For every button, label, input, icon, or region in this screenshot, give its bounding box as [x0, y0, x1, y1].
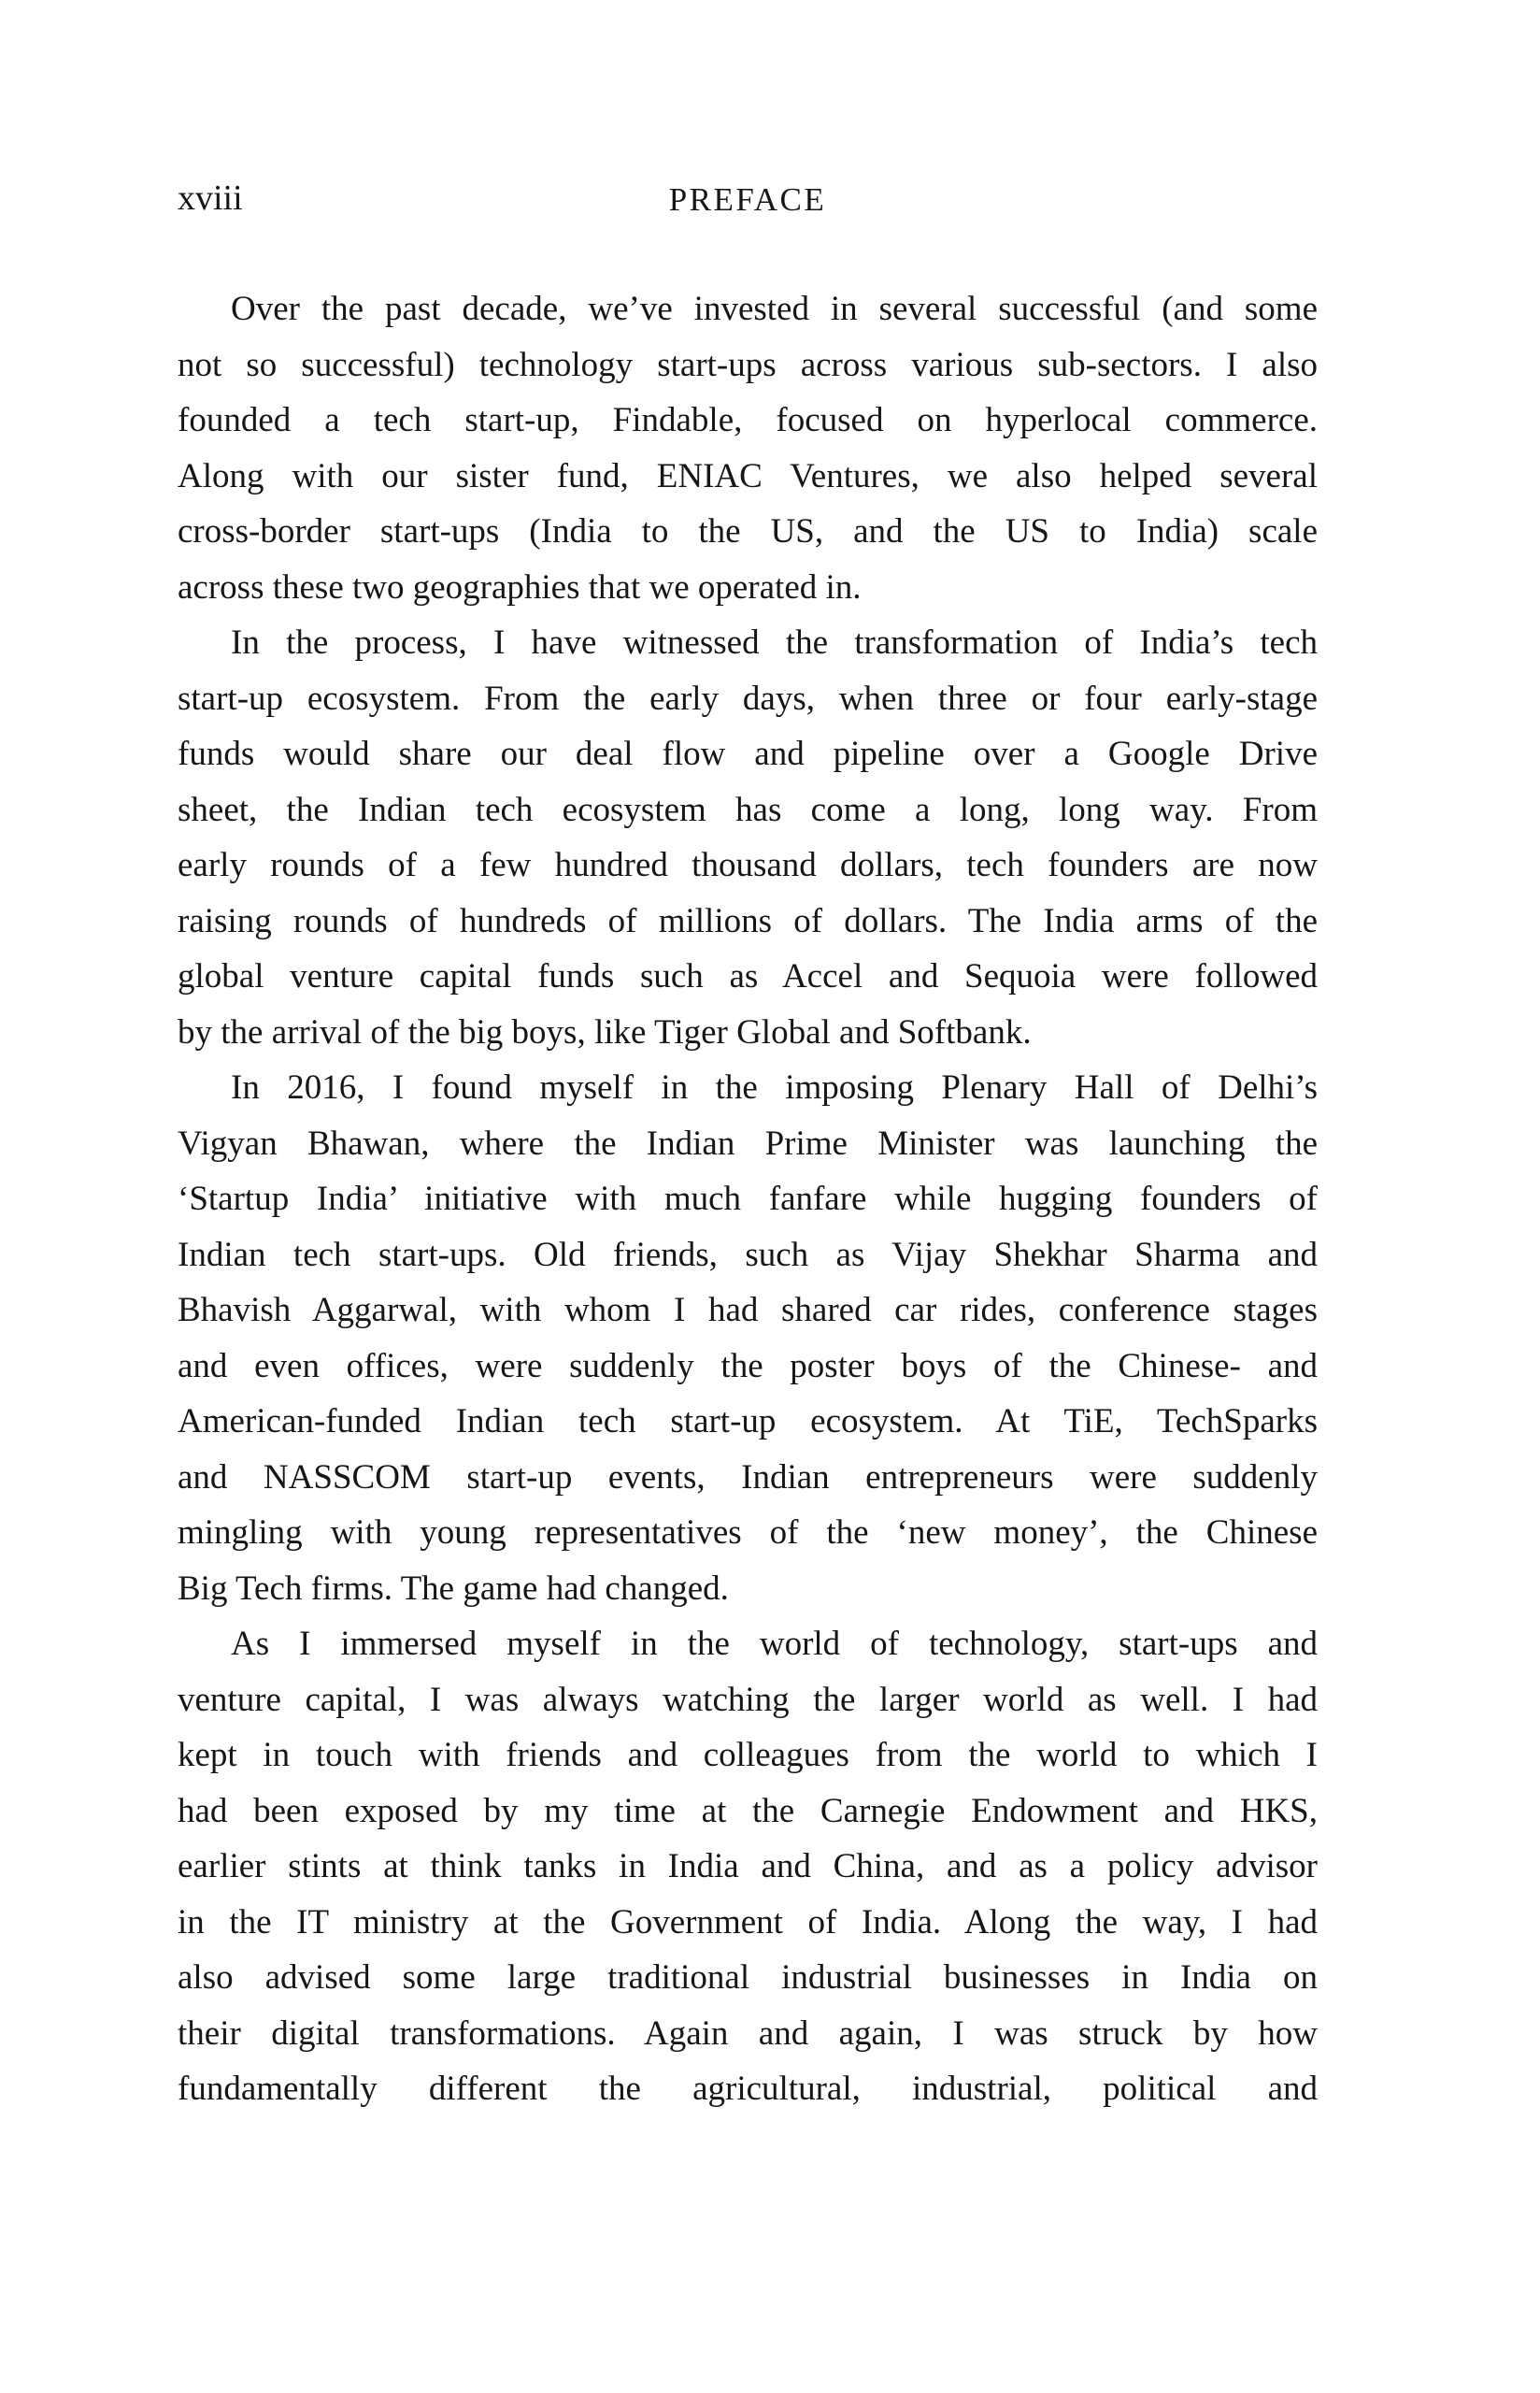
text-line: and NASSCOM start-up events, Indian entrepreneurs were suddenly	[178, 1457, 1318, 1497]
text-line: early rounds of a few hundred thousand dollars, tech founders are now	[178, 846, 1318, 884]
page-number: xviii	[178, 179, 243, 218]
text-line: in the IT ministry at the Government of India. Along the way, I had	[178, 1902, 1318, 1942]
text-line: raising rounds of hundreds of millions of dollars. The India arms of the	[178, 901, 1318, 940]
running-head-title: PREFACE	[668, 181, 827, 218]
text-line: ‘Startup India’ initiative with much fanfare while hugging founders of	[178, 1180, 1318, 1218]
body-text	[178, 281, 1318, 2117]
text-line: sheet, the Indian tech ecosystem has come a long, long way. From	[178, 790, 1318, 829]
text-line: fundamentally different the agricultural, industrial, political and	[178, 2070, 1318, 2108]
text-line: start-up ecosystem. From the early days, when three or four early-stage	[178, 679, 1318, 718]
text-line: and even offices, were suddenly the poster boys of the Chinese- and	[178, 1346, 1318, 1385]
text-line: As I immersed myself in the world of technology, start-ups and	[231, 1625, 1318, 1663]
text-line: In the process, I have witnessed the transformation of India’s tech	[231, 623, 1318, 662]
text-line: also advised some large traditional industrial businesses in India on	[178, 1958, 1318, 1997]
text-line: Bhavish Aggarwal, with whom I had shared car rides, conference stages	[178, 1291, 1318, 1329]
text-line: American-funded Indian tech start-up ecosystem. At TiE, TechSparks	[178, 1402, 1318, 1440]
text-line: Indian tech start-ups. Old friends, such as Vijay Shekhar Sharma and	[178, 1235, 1318, 1274]
text-line: their digital transformations. Again and again, I was struck by how	[178, 2013, 1318, 2053]
text-line: venture capital, I was always watching the larger world as well. I had	[178, 1680, 1318, 1719]
text-line: In 2016, I found myself in the imposing Plenary Hall of Delhi’s	[231, 1068, 1318, 1107]
text-line: cross-border start-ups (India to the US, and the US to India) scale	[178, 512, 1318, 551]
page-header	[178, 178, 1318, 224]
text-line: Big Tech firms. The game had changed.	[178, 1569, 729, 1608]
text-line: mingling with young representatives of the ‘new money’, the Chinese	[178, 1513, 1318, 1552]
text-line: founded a tech start-up, Findable, focused on hyperlocal commerce.	[178, 401, 1318, 439]
text-line: across these two geographies that we operated in.	[178, 567, 862, 607]
text-line: Over the past decade, we’ve invested in several successful (and some	[231, 290, 1318, 328]
text-line: had been exposed by my time at the Carnegie Endowment and HKS,	[178, 1791, 1318, 1830]
text-line: by the arrival of the big boys, like Tiger Global and Softbank.	[178, 1012, 1032, 1052]
text-line: not so successful) technology start-ups across various sub-sectors. I also	[178, 345, 1318, 384]
text-line: earlier stints at think tanks in India and China, and as a policy advisor	[178, 1847, 1318, 1885]
text-line: Along with our sister fund, ENIAC Ventures, we also helped several	[178, 456, 1318, 495]
text-line: Vigyan Bhawan, where the Indian Prime Minister was launching the	[178, 1124, 1318, 1163]
text-line: funds would share our deal flow and pipeline over a Google Drive	[178, 735, 1318, 773]
text-line: global venture capital funds such as Accel and Sequoia were followed	[178, 957, 1318, 996]
text-line: kept in touch with friends and colleagues from the world to which I	[178, 1736, 1318, 1774]
